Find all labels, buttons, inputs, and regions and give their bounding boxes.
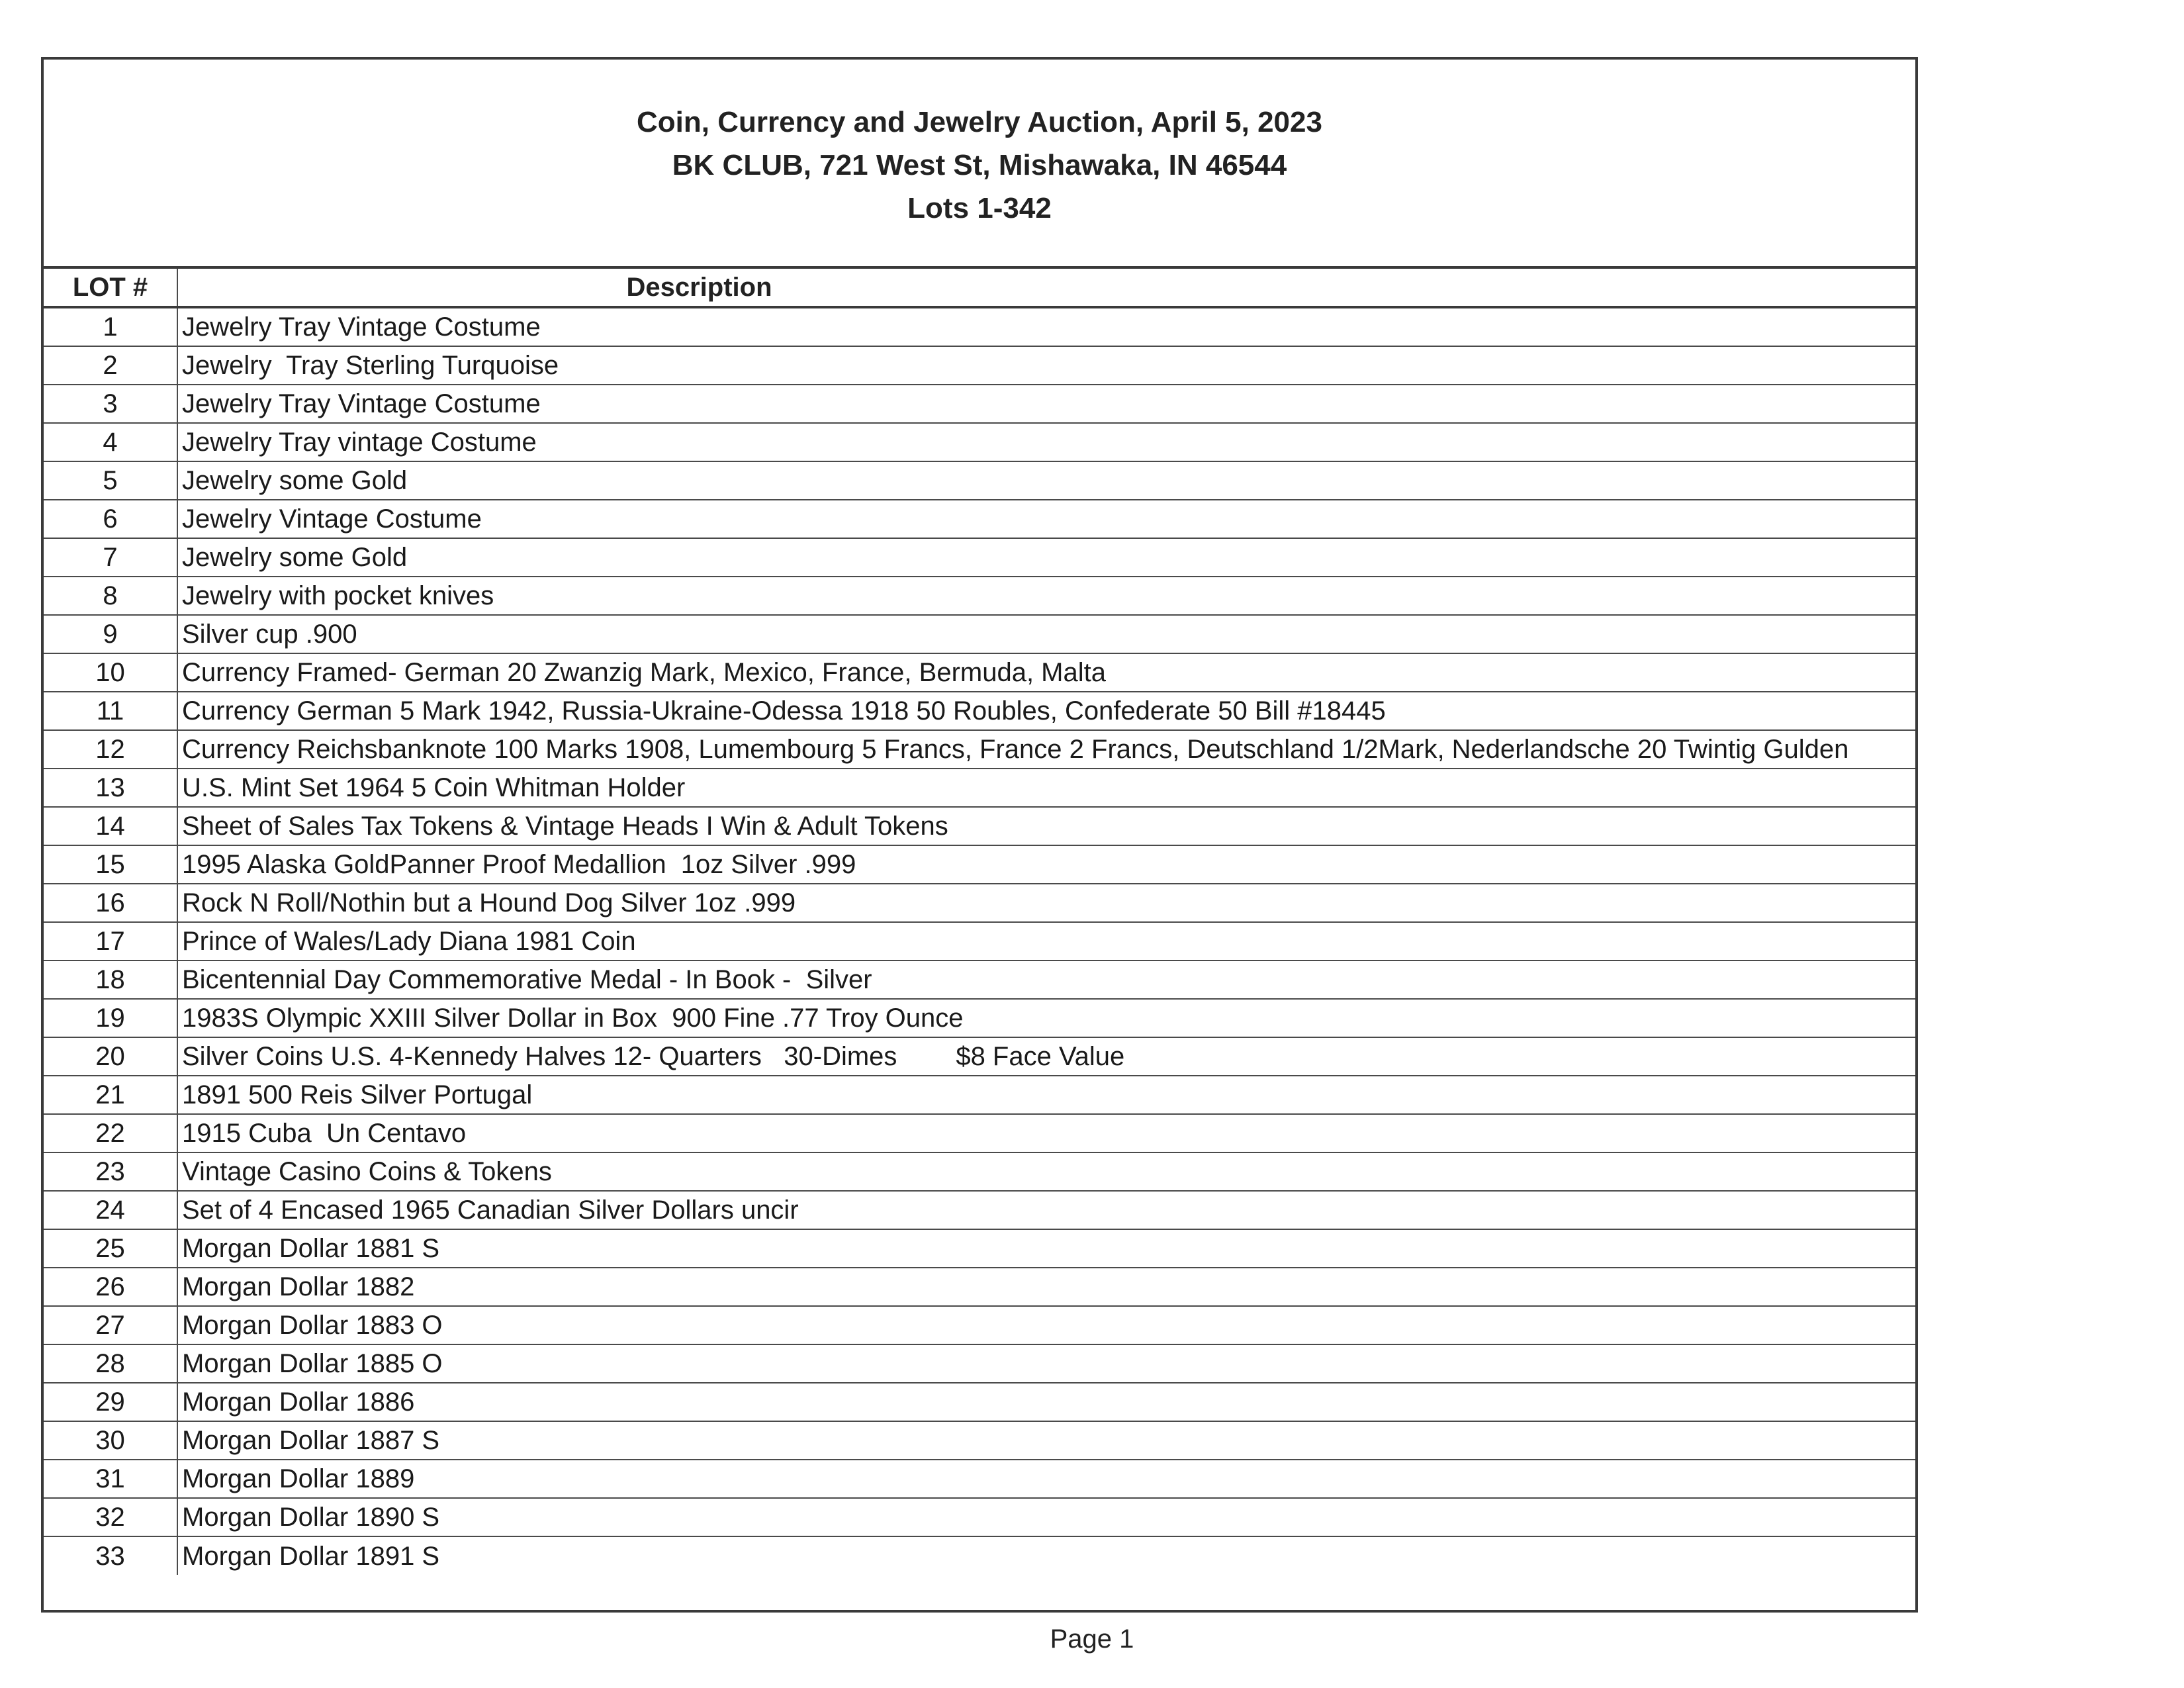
table-row xyxy=(44,500,1915,538)
lot-description: Jewelry Tray Vintage Costume xyxy=(177,307,1915,346)
lot-number: 6 xyxy=(44,500,177,538)
lot-description: 1915 Cuba Un Centavo xyxy=(177,1114,1915,1152)
lot-description: Jewelry Vintage Costume xyxy=(177,500,1915,538)
table-row xyxy=(44,1344,1915,1383)
table-row xyxy=(44,653,1915,692)
lot-description: Jewelry Tray Vintage Costume xyxy=(177,385,1915,423)
lot-number: 20 xyxy=(44,1037,177,1076)
lot-description: Currency German 5 Mark 1942, Russia-Ukraine-Odessa 1918 50 Roubles, Confederate 50 Bill #18445 xyxy=(177,692,1915,730)
lot-description: Morgan Dollar 1890 S xyxy=(177,1498,1915,1536)
lot-number: 23 xyxy=(44,1152,177,1191)
lot-description: 1891 500 Reis Silver Portugal xyxy=(177,1076,1915,1114)
lot-description: U.S. Mint Set 1964 5 Coin Whitman Holder xyxy=(177,769,1915,807)
lot-number: 7 xyxy=(44,538,177,577)
table-row xyxy=(44,1268,1915,1306)
table-header-row xyxy=(44,269,1915,307)
table-row xyxy=(44,1114,1915,1152)
table-row xyxy=(44,307,1915,346)
lot-number: 19 xyxy=(44,999,177,1037)
table-row xyxy=(44,577,1915,615)
lot-number: 15 xyxy=(44,845,177,884)
table-row xyxy=(44,845,1915,884)
lot-description: Silver Coins U.S. 4-Kennedy Halves 12- Quarters 30-Dimes $8 Face Value xyxy=(177,1037,1915,1076)
table-row xyxy=(44,769,1915,807)
table-row xyxy=(44,1460,1915,1498)
table-row xyxy=(44,1421,1915,1460)
table-row xyxy=(44,461,1915,500)
lot-description: Morgan Dollar 1891 S xyxy=(182,1541,440,1571)
lot-description: Jewelry some Gold xyxy=(177,538,1915,577)
lot-number: 26 xyxy=(44,1268,177,1306)
lot-description: Morgan Dollar 1887 S xyxy=(177,1421,1915,1460)
lot-description: Sheet of Sales Tax Tokens & Vintage Heads I Win & Adult Tokens xyxy=(177,807,1915,845)
table-row xyxy=(44,807,1915,845)
table-row xyxy=(44,999,1915,1037)
lot-number: 8 xyxy=(44,577,177,615)
lot-description: Jewelry some Gold xyxy=(177,461,1915,500)
lot-description: 1995 Alaska GoldPanner Proof Medallion 1oz Silver .999 xyxy=(177,845,1915,884)
lot-description: Set of 4 Encased 1965 Canadian Silver Dollars uncir xyxy=(177,1191,1915,1229)
lot-description: Prince of Wales/Lady Diana 1981 Coin xyxy=(177,922,1915,961)
lot-number: 14 xyxy=(44,807,177,845)
lot-number: 3 xyxy=(44,385,177,423)
auction-sheet xyxy=(41,57,1918,1613)
table-row xyxy=(44,1383,1915,1421)
table-row xyxy=(44,1191,1915,1229)
lot-number: 25 xyxy=(44,1229,177,1268)
lot-number: 28 xyxy=(44,1344,177,1383)
auction-venue: BK CLUB, 721 West St, Mishawaka, IN 46544 xyxy=(672,149,1287,181)
lot-description: Morgan Dollar 1885 O xyxy=(177,1344,1915,1383)
table-row xyxy=(44,922,1915,961)
lot-number: 12 xyxy=(44,730,177,769)
lot-number-header: LOT # xyxy=(44,269,177,307)
lot-description: Jewelry Tray Sterling Turquoise xyxy=(177,346,1915,385)
table-row xyxy=(44,423,1915,461)
lot-description: Silver cup .900 xyxy=(177,615,1915,653)
table-row xyxy=(44,730,1915,769)
table-row xyxy=(44,385,1915,423)
lot-number: 5 xyxy=(44,461,177,500)
lot-number: 13 xyxy=(44,769,177,807)
lot-number: 22 xyxy=(44,1114,177,1152)
table-row xyxy=(44,346,1915,385)
lot-description: Jewelry with pocket knives xyxy=(177,577,1915,615)
lot-number: 32 xyxy=(44,1498,177,1536)
title-block xyxy=(44,60,1915,269)
table-row xyxy=(44,615,1915,653)
table-row xyxy=(44,1037,1915,1076)
lot-number: 1 xyxy=(44,307,177,346)
lot-number: 2 xyxy=(44,346,177,385)
table-row xyxy=(44,692,1915,730)
table-row xyxy=(44,538,1915,577)
lot-number: 21 xyxy=(44,1076,177,1114)
lot-number: 18 xyxy=(44,961,177,999)
lot-description: Morgan Dollar 1889 xyxy=(177,1460,1915,1498)
lot-number: 30 xyxy=(44,1421,177,1460)
table-row xyxy=(44,884,1915,922)
lot-description: Bicentennial Day Commemorative Medal - In Book - Silver xyxy=(177,961,1915,999)
lot-description: 1983S Olympic XXIII Silver Dollar in Box 900 Fine .77 Troy Ounce xyxy=(177,999,1915,1037)
lot-number: 11 xyxy=(44,692,177,730)
page-number: Page 1 xyxy=(1050,1624,1134,1654)
lot-range: Lots 1-342 xyxy=(907,192,1052,224)
lot-number: 17 xyxy=(44,922,177,961)
lot-description: Vintage Casino Coins & Tokens xyxy=(177,1152,1915,1191)
table-row xyxy=(44,961,1915,999)
lot-number: 9 xyxy=(44,615,177,653)
table-row xyxy=(44,1306,1915,1344)
lot-table xyxy=(44,269,1915,1575)
table-row xyxy=(44,1076,1915,1114)
lot-description: Morgan Dollar 1882 xyxy=(177,1268,1915,1306)
table-row xyxy=(44,1498,1915,1536)
lot-description: Morgan Dollar 1881 S xyxy=(177,1229,1915,1268)
lot-description: Morgan Dollar 1883 O xyxy=(177,1306,1915,1344)
lot-rows xyxy=(44,307,1915,1575)
lot-number: 31 xyxy=(44,1460,177,1498)
lot-number: 4 xyxy=(44,423,177,461)
auction-title: Coin, Currency and Jewelry Auction, April 5, 2023 xyxy=(637,106,1322,138)
lot-description: Currency Reichsbanknote 100 Marks 1908, Lumembourg 5 Francs, France 2 Francs, Deutschland 1/2Mark, Nederlandsche 20 Twintig Gulden xyxy=(177,730,1915,769)
lot-number: 27 xyxy=(44,1306,177,1344)
lot-description: Jewelry Tray vintage Costume xyxy=(177,423,1915,461)
table-row xyxy=(44,1229,1915,1268)
description-header: Description xyxy=(177,269,1915,307)
lot-number: 16 xyxy=(44,884,177,922)
lot-description: Currency Framed- German 20 Zwanzig Mark, Mexico, France, Bermuda, Malta xyxy=(177,653,1915,692)
table-row xyxy=(44,1152,1915,1191)
lot-number: 10 xyxy=(44,653,177,692)
lot-description: Rock N Roll/Nothin but a Hound Dog Silver 1oz .999 xyxy=(177,884,1915,922)
lot-number: 33 xyxy=(44,1536,177,1575)
lot-number: 24 xyxy=(44,1191,177,1229)
lot-number: 29 xyxy=(44,1383,177,1421)
table-row xyxy=(44,1536,1915,1575)
lot-description: Morgan Dollar 1886 xyxy=(177,1383,1915,1421)
